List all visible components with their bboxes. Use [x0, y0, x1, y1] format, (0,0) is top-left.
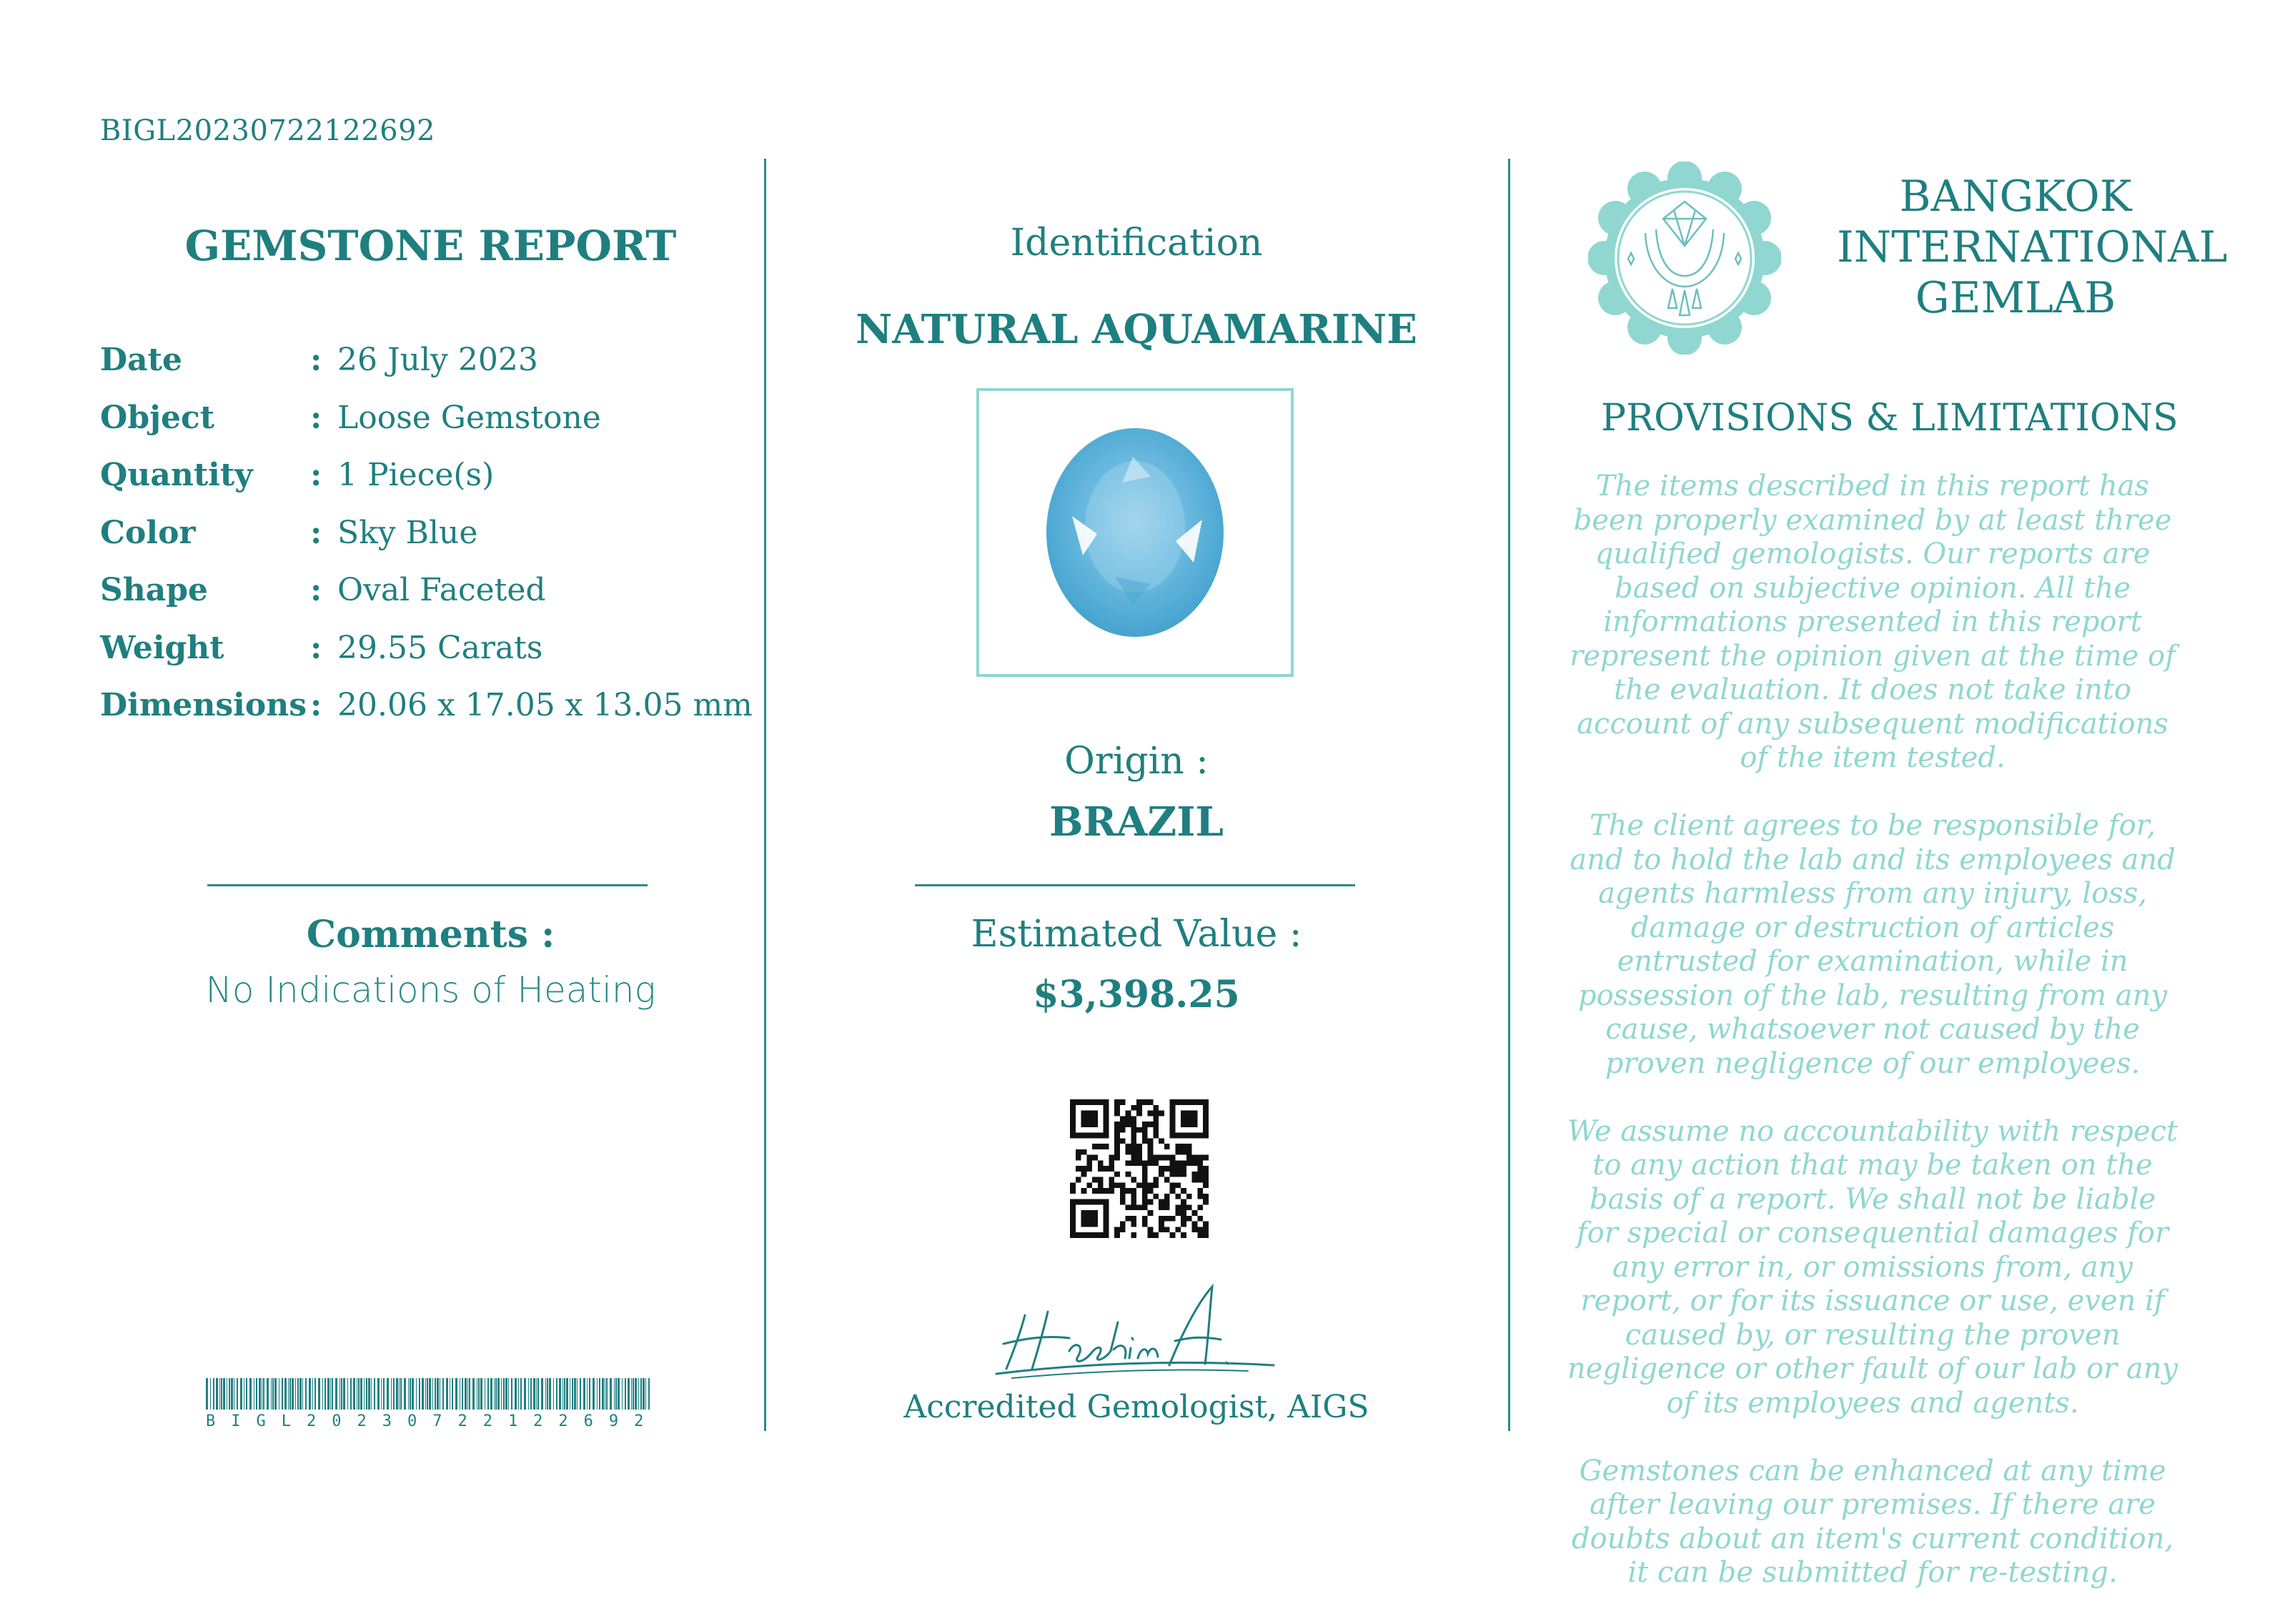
column-divider-right: [1508, 159, 1510, 1431]
estimated-value-label: Estimated Value :: [971, 913, 1302, 956]
barcode-text: BIGL20230722122692: [206, 1412, 660, 1430]
detail-value: Oval Faceted: [337, 572, 546, 608]
divider-line: [207, 884, 648, 886]
lab-name-line2: INTERNATIONAL: [1837, 222, 2228, 272]
provisions-paragraph: We assume no accountability with respect to any action that may be taken on the basis of a report. We shall not be liable for special or consequential damages for any error in, or omissions from, any report, or for its issuance or use, even if caused by, or resulting the proven negligence or other fault of our lab or any of its employees and agents.: [1567, 1114, 2179, 1420]
lab-name: [1837, 172, 2228, 324]
provisions-text: [1565, 470, 2180, 1624]
estimated-value-amount: $3,398.25: [1033, 973, 1240, 1016]
detail-label: Color: [100, 514, 196, 551]
identification-value: NATURAL AQUAMARINE: [856, 306, 1417, 353]
origin-value: BRAZIL: [1049, 798, 1224, 846]
provisions-title: PROVISIONS & LIMITATIONS: [1601, 397, 2179, 440]
comments-value: No Indications of Heating: [205, 969, 656, 1011]
report-title: GEMSTONE REPORT: [184, 222, 677, 270]
barcode: [206, 1378, 652, 1410]
gemstone-image: [979, 391, 1291, 674]
lab-name-line1: BANGKOK: [1899, 172, 2132, 222]
detail-value: 26 July 2023: [337, 342, 538, 378]
provisions-paragraph: Gemstones can be enhanced at any time after leaving our premises. If there are doubts about an item's current condition, it can be submitted for re-testing.: [1571, 1454, 2174, 1589]
detail-label: Dimensions: [100, 687, 307, 723]
gemologist-title: Accredited Gemologist, AIGS: [903, 1389, 1369, 1425]
comments-label: Comments :: [306, 913, 555, 956]
detail-colon: :: [310, 687, 322, 723]
detail-value: 29.55 Carats: [337, 629, 543, 666]
detail-label: Weight: [100, 629, 224, 666]
detail-colon: :: [310, 572, 322, 608]
detail-colon: :: [310, 342, 322, 378]
divider-line: [915, 884, 1355, 886]
detail-colon: :: [310, 399, 322, 436]
signature: [991, 1279, 1279, 1380]
gemstone-photo-frame: [976, 388, 1294, 677]
detail-label: Object: [100, 399, 215, 436]
detail-label: Shape: [100, 572, 209, 608]
provisions-paragraph: The items described in this report has been properly examined by at least three qualified gemologists. Our reports are based on subjective opinion. All the informations presented in this report represent the opinion given at the time of the evaluation. It does not take into account of any subsequent modifications of the item tested.: [1570, 470, 2176, 774]
detail-value: Sky Blue: [337, 514, 478, 551]
detail-colon: :: [310, 629, 322, 666]
origin-label: Origin :: [1064, 740, 1209, 783]
detail-colon: :: [310, 514, 322, 551]
detail-label: Quantity: [100, 457, 253, 493]
identification-label: Identification: [1010, 222, 1263, 264]
detail-value: 1 Piece(s): [337, 457, 495, 493]
qr-code: [1070, 1099, 1209, 1238]
provisions-paragraph: The client agrees to be responsible for, and to hold the lab and its employees and agents harmless from any injury, loss, damage or destruction of articles entrusted for examination, while in possession of the lab, resulting from any cause, whatsoever not caused by the proven negligence of our employees.: [1570, 809, 2176, 1080]
detail-label: Date: [100, 342, 182, 378]
detail-colon: :: [310, 457, 322, 493]
detail-value: Loose Gemstone: [337, 399, 601, 436]
lab-seal-logo: [1588, 162, 1781, 355]
lab-name-line3: GEMLAB: [1915, 273, 2116, 323]
detail-value: 20.06 x 17.05 x 13.05 mm: [337, 687, 753, 723]
report-id: BIGL20230722122692: [100, 114, 435, 147]
